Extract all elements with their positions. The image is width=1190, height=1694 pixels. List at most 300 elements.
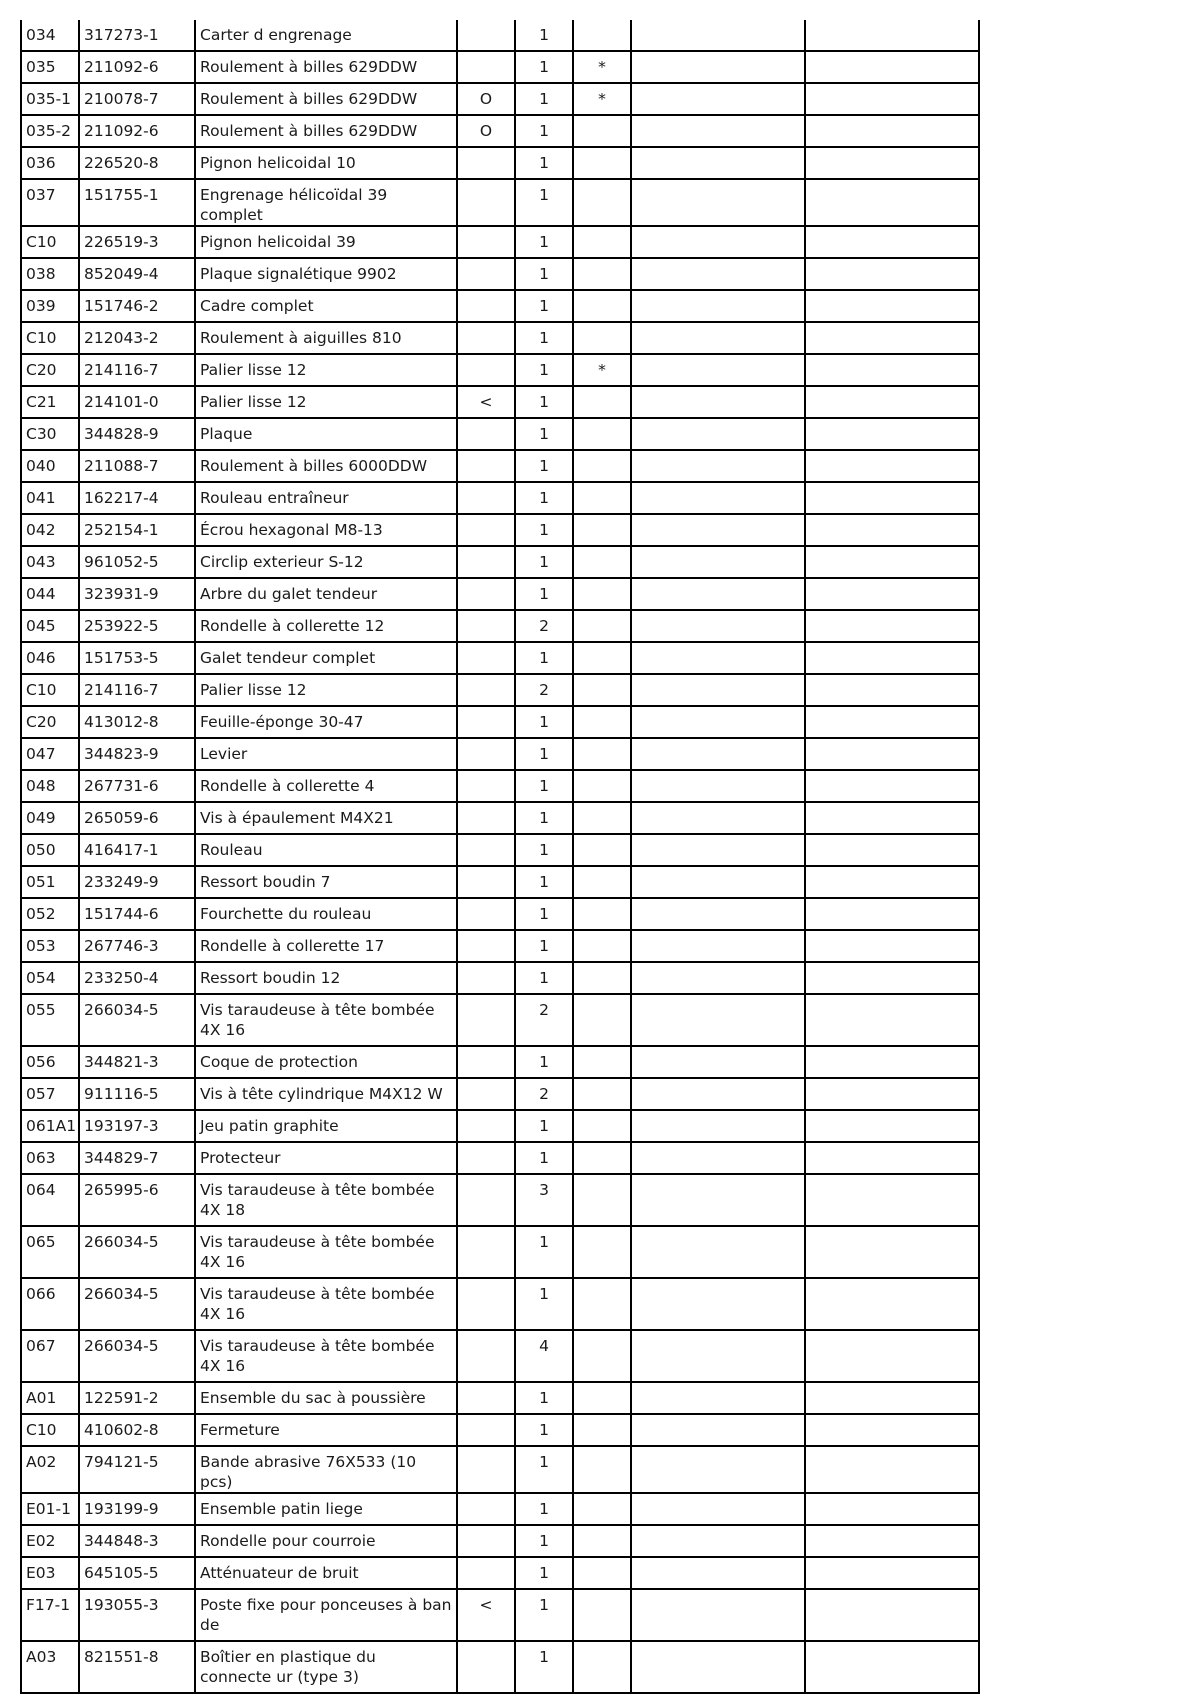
blank-col-8-cell <box>805 482 979 514</box>
blank-col-8-cell <box>805 834 979 866</box>
part-number-cell: 852049-4 <box>79 258 195 290</box>
marker-cell <box>573 610 631 642</box>
quantity-cell: 1 <box>515 354 573 386</box>
item-number-cell: E03 <box>21 1557 79 1589</box>
quantity-cell: 2 <box>515 610 573 642</box>
quantity-cell: 3 <box>515 1174 573 1226</box>
quantity-cell: 1 <box>515 546 573 578</box>
item-number-cell: 052 <box>21 898 79 930</box>
part-number-cell: 151755-1 <box>79 179 195 226</box>
blank-col-8-cell <box>805 1110 979 1142</box>
blank-col-7-cell <box>631 1641 805 1693</box>
blank-col-7-cell <box>631 898 805 930</box>
note-cell <box>457 1493 515 1525</box>
item-number-cell: 057 <box>21 1078 79 1110</box>
marker-cell <box>573 1110 631 1142</box>
quantity-cell: 1 <box>515 898 573 930</box>
note-cell <box>457 1110 515 1142</box>
part-number-cell: 193199-9 <box>79 1493 195 1525</box>
table-row <box>21 1078 979 1110</box>
note-cell <box>457 179 515 226</box>
blank-col-7-cell <box>631 834 805 866</box>
part-number-cell: 413012-8 <box>79 706 195 738</box>
part-number-cell: 821551-8 <box>79 1641 195 1693</box>
blank-col-8-cell <box>805 354 979 386</box>
part-number-cell: 317273-1 <box>79 20 195 51</box>
part-number-cell: 253922-5 <box>79 610 195 642</box>
note-cell: < <box>457 1589 515 1641</box>
item-number-cell: C10 <box>21 226 79 258</box>
quantity-cell: 1 <box>515 1110 573 1142</box>
blank-col-8-cell <box>805 322 979 354</box>
note-cell <box>457 226 515 258</box>
marker-cell <box>573 482 631 514</box>
blank-col-7-cell <box>631 1142 805 1174</box>
parts-table <box>20 20 980 1694</box>
marker-cell <box>573 386 631 418</box>
marker-cell <box>573 450 631 482</box>
note-cell <box>457 1641 515 1693</box>
quantity-cell: 1 <box>515 386 573 418</box>
marker-cell <box>573 1142 631 1174</box>
blank-col-8-cell <box>805 642 979 674</box>
note-cell <box>457 1382 515 1414</box>
table-row <box>21 770 979 802</box>
description-cell: Fourchette du rouleau <box>195 898 457 930</box>
item-number-cell: 040 <box>21 450 79 482</box>
description-cell: Ensemble patin liege <box>195 1493 457 1525</box>
blank-col-7-cell <box>631 706 805 738</box>
note-cell <box>457 1174 515 1226</box>
table-row <box>21 706 979 738</box>
blank-col-7-cell <box>631 546 805 578</box>
description-cell: Plaque signalétique 9902 <box>195 258 457 290</box>
description-cell: Galet tendeur complet <box>195 642 457 674</box>
item-number-cell: A03 <box>21 1641 79 1693</box>
table-row <box>21 1382 979 1414</box>
marker-cell <box>573 1174 631 1226</box>
blank-col-7-cell <box>631 354 805 386</box>
quantity-cell: 1 <box>515 1142 573 1174</box>
quantity-cell: 1 <box>515 514 573 546</box>
item-number-cell: 048 <box>21 770 79 802</box>
table-row <box>21 1110 979 1142</box>
note-cell <box>457 770 515 802</box>
part-number-cell: 214116-7 <box>79 674 195 706</box>
quantity-cell: 1 <box>515 738 573 770</box>
description-cell: Fermeture <box>195 1414 457 1446</box>
table-row <box>21 546 979 578</box>
note-cell <box>457 962 515 994</box>
part-number-cell: 416417-1 <box>79 834 195 866</box>
description-cell: Poste fixe pour ponceuses à ban de <box>195 1589 457 1641</box>
note-cell <box>457 290 515 322</box>
marker-cell <box>573 1557 631 1589</box>
table-row <box>21 898 979 930</box>
blank-col-7-cell <box>631 738 805 770</box>
description-cell: Écrou hexagonal M8-13 <box>195 514 457 546</box>
table-row <box>21 20 979 51</box>
marker-cell <box>573 1226 631 1278</box>
description-cell: Ressort boudin 12 <box>195 962 457 994</box>
item-number-cell: 066 <box>21 1278 79 1330</box>
marker-cell <box>573 962 631 994</box>
quantity-cell: 1 <box>515 179 573 226</box>
blank-col-7-cell <box>631 1174 805 1226</box>
blank-col-8-cell <box>805 1557 979 1589</box>
item-number-cell: 065 <box>21 1226 79 1278</box>
blank-col-8-cell <box>805 1226 979 1278</box>
quantity-cell: 2 <box>515 674 573 706</box>
part-number-cell: 911116-5 <box>79 1078 195 1110</box>
part-number-cell: 266034-5 <box>79 1226 195 1278</box>
part-number-cell: 226519-3 <box>79 226 195 258</box>
note-cell <box>457 738 515 770</box>
blank-col-8-cell <box>805 418 979 450</box>
table-row <box>21 1278 979 1330</box>
description-cell: Circlip exterieur S-12 <box>195 546 457 578</box>
quantity-cell: 1 <box>515 802 573 834</box>
table-row <box>21 147 979 179</box>
table-row <box>21 1589 979 1641</box>
quantity-cell: 1 <box>515 866 573 898</box>
part-number-cell: 961052-5 <box>79 546 195 578</box>
item-number-cell: 034 <box>21 20 79 51</box>
note-cell <box>457 1078 515 1110</box>
table-row <box>21 482 979 514</box>
part-number-cell: 151744-6 <box>79 898 195 930</box>
note-cell <box>457 1525 515 1557</box>
part-number-cell: 151753-5 <box>79 642 195 674</box>
table-row <box>21 866 979 898</box>
blank-col-7-cell <box>631 994 805 1046</box>
table-row <box>21 1046 979 1078</box>
item-number-cell: C20 <box>21 706 79 738</box>
blank-col-8-cell <box>805 83 979 115</box>
blank-col-8-cell <box>805 1446 979 1493</box>
marker-cell <box>573 1278 631 1330</box>
note-cell <box>457 1278 515 1330</box>
marker-cell <box>573 834 631 866</box>
part-number-cell: 344829-7 <box>79 1142 195 1174</box>
quantity-cell: 1 <box>515 450 573 482</box>
marker-cell <box>573 1078 631 1110</box>
blank-col-7-cell <box>631 1414 805 1446</box>
item-number-cell: 051 <box>21 866 79 898</box>
blank-col-7-cell <box>631 1557 805 1589</box>
item-number-cell: 037 <box>21 179 79 226</box>
description-cell: Vis à tête cylindrique M4X12 W <box>195 1078 457 1110</box>
note-cell <box>457 546 515 578</box>
note-cell <box>457 418 515 450</box>
marker-cell <box>573 1330 631 1382</box>
description-cell: Engrenage hélicoïdal 39 complet <box>195 179 457 226</box>
part-number-cell: 252154-1 <box>79 514 195 546</box>
blank-col-8-cell <box>805 674 979 706</box>
marker-cell <box>573 147 631 179</box>
marker-cell <box>573 578 631 610</box>
part-number-cell: 266034-5 <box>79 1278 195 1330</box>
marker-cell <box>573 866 631 898</box>
blank-col-8-cell <box>805 1525 979 1557</box>
table-row <box>21 738 979 770</box>
item-number-cell: 035-2 <box>21 115 79 147</box>
item-number-cell: 046 <box>21 642 79 674</box>
blank-col-8-cell <box>805 866 979 898</box>
note-cell <box>457 1046 515 1078</box>
blank-col-7-cell <box>631 258 805 290</box>
description-cell: Atténuateur de bruit <box>195 1557 457 1589</box>
note-cell <box>457 1414 515 1446</box>
item-number-cell: 055 <box>21 994 79 1046</box>
blank-col-8-cell <box>805 1382 979 1414</box>
note-cell <box>457 20 515 51</box>
blank-col-7-cell <box>631 386 805 418</box>
note-cell <box>457 450 515 482</box>
note-cell: O <box>457 83 515 115</box>
quantity-cell: 1 <box>515 115 573 147</box>
item-number-cell: E01-1 <box>21 1493 79 1525</box>
blank-col-8-cell <box>805 1078 979 1110</box>
description-cell: Palier lisse 12 <box>195 354 457 386</box>
part-number-cell: 265059-6 <box>79 802 195 834</box>
blank-col-7-cell <box>631 1446 805 1493</box>
description-cell: Vis taraudeuse à tête bombée 4X 16 <box>195 994 457 1046</box>
quantity-cell: 1 <box>515 322 573 354</box>
description-cell: Pignon helicoidal 39 <box>195 226 457 258</box>
quantity-cell: 1 <box>515 1414 573 1446</box>
table-row <box>21 1641 979 1693</box>
quantity-cell: 1 <box>515 1278 573 1330</box>
blank-col-8-cell <box>805 1493 979 1525</box>
item-number-cell: 063 <box>21 1142 79 1174</box>
quantity-cell: 1 <box>515 770 573 802</box>
part-number-cell: 151746-2 <box>79 290 195 322</box>
description-cell: Coque de protection <box>195 1046 457 1078</box>
quantity-cell: 1 <box>515 20 573 51</box>
part-number-cell: 794121-5 <box>79 1446 195 1493</box>
table-row <box>21 514 979 546</box>
blank-col-7-cell <box>631 83 805 115</box>
description-cell: Rondelle à collerette 4 <box>195 770 457 802</box>
description-cell: Roulement à aiguilles 810 <box>195 322 457 354</box>
description-cell: Boîtier en plastique du connecte ur (type 3) <box>195 1641 457 1693</box>
note-cell <box>457 1226 515 1278</box>
item-number-cell: 039 <box>21 290 79 322</box>
item-number-cell: 047 <box>21 738 79 770</box>
note-cell: < <box>457 386 515 418</box>
blank-col-8-cell <box>805 1142 979 1174</box>
blank-col-7-cell <box>631 610 805 642</box>
quantity-cell: 1 <box>515 226 573 258</box>
part-number-cell: 323931-9 <box>79 578 195 610</box>
quantity-cell: 2 <box>515 1078 573 1110</box>
description-cell: Rouleau entraîneur <box>195 482 457 514</box>
marker-cell <box>573 1414 631 1446</box>
blank-col-8-cell <box>805 706 979 738</box>
description-cell: Bande abrasive 76X533 (10 pcs) <box>195 1446 457 1493</box>
blank-col-8-cell <box>805 290 979 322</box>
blank-col-7-cell <box>631 20 805 51</box>
table-row <box>21 1142 979 1174</box>
marker-cell <box>573 179 631 226</box>
blank-col-8-cell <box>805 450 979 482</box>
blank-col-7-cell <box>631 1046 805 1078</box>
item-number-cell: 041 <box>21 482 79 514</box>
note-cell <box>457 258 515 290</box>
marker-cell: * <box>573 354 631 386</box>
part-number-cell: 162217-4 <box>79 482 195 514</box>
note-cell <box>457 1142 515 1174</box>
table-row <box>21 1226 979 1278</box>
note-cell: O <box>457 115 515 147</box>
quantity-cell: 1 <box>515 642 573 674</box>
table-row <box>21 802 979 834</box>
note-cell <box>457 1330 515 1382</box>
part-number-cell: 193055-3 <box>79 1589 195 1641</box>
quantity-cell: 1 <box>515 1382 573 1414</box>
item-number-cell: C30 <box>21 418 79 450</box>
marker-cell <box>573 1382 631 1414</box>
marker-cell <box>573 802 631 834</box>
table-row <box>21 1493 979 1525</box>
table-row <box>21 1414 979 1446</box>
blank-col-7-cell <box>631 1278 805 1330</box>
blank-col-7-cell <box>631 179 805 226</box>
quantity-cell: 1 <box>515 578 573 610</box>
blank-col-7-cell <box>631 962 805 994</box>
blank-col-7-cell <box>631 578 805 610</box>
blank-col-7-cell <box>631 226 805 258</box>
quantity-cell: 1 <box>515 147 573 179</box>
part-number-cell: 211092-6 <box>79 51 195 83</box>
item-number-cell: C10 <box>21 1414 79 1446</box>
description-cell: Palier lisse 12 <box>195 386 457 418</box>
item-number-cell: 061A1 <box>21 1110 79 1142</box>
table-row <box>21 115 979 147</box>
quantity-cell: 1 <box>515 834 573 866</box>
parts-table-body <box>21 20 979 1693</box>
item-number-cell: 064 <box>21 1174 79 1226</box>
marker-cell <box>573 226 631 258</box>
marker-cell <box>573 322 631 354</box>
table-row <box>21 642 979 674</box>
blank-col-7-cell <box>631 674 805 706</box>
quantity-cell: 1 <box>515 482 573 514</box>
blank-col-7-cell <box>631 1382 805 1414</box>
table-row <box>21 962 979 994</box>
table-row <box>21 674 979 706</box>
marker-cell <box>573 770 631 802</box>
note-cell <box>457 514 515 546</box>
parts-list-page <box>20 20 980 1694</box>
blank-col-7-cell <box>631 482 805 514</box>
part-number-cell: 211088-7 <box>79 450 195 482</box>
blank-col-8-cell <box>805 386 979 418</box>
marker-cell <box>573 1525 631 1557</box>
blank-col-7-cell <box>631 1078 805 1110</box>
note-cell <box>457 1446 515 1493</box>
quantity-cell: 1 <box>515 1226 573 1278</box>
part-number-cell: 267746-3 <box>79 930 195 962</box>
table-row <box>21 354 979 386</box>
blank-col-7-cell <box>631 1589 805 1641</box>
part-number-cell: 266034-5 <box>79 994 195 1046</box>
part-number-cell: 344848-3 <box>79 1525 195 1557</box>
part-number-cell: 226520-8 <box>79 147 195 179</box>
table-row <box>21 1174 979 1226</box>
description-cell: Jeu patin graphite <box>195 1110 457 1142</box>
marker-cell <box>573 1446 631 1493</box>
blank-col-7-cell <box>631 1525 805 1557</box>
table-row <box>21 1557 979 1589</box>
blank-col-8-cell <box>805 578 979 610</box>
blank-col-7-cell <box>631 322 805 354</box>
item-number-cell: 053 <box>21 930 79 962</box>
item-number-cell: A02 <box>21 1446 79 1493</box>
blank-col-7-cell <box>631 1330 805 1382</box>
description-cell: Palier lisse 12 <box>195 674 457 706</box>
blank-col-8-cell <box>805 898 979 930</box>
table-row <box>21 83 979 115</box>
description-cell: Arbre du galet tendeur <box>195 578 457 610</box>
marker-cell <box>573 642 631 674</box>
item-number-cell: 054 <box>21 962 79 994</box>
marker-cell <box>573 514 631 546</box>
table-row <box>21 578 979 610</box>
note-cell <box>457 898 515 930</box>
blank-col-8-cell <box>805 226 979 258</box>
item-number-cell: 067 <box>21 1330 79 1382</box>
blank-col-8-cell <box>805 994 979 1046</box>
item-number-cell: 036 <box>21 147 79 179</box>
marker-cell <box>573 1493 631 1525</box>
quantity-cell: 1 <box>515 930 573 962</box>
blank-col-7-cell <box>631 770 805 802</box>
table-row <box>21 290 979 322</box>
part-number-cell: 211092-6 <box>79 115 195 147</box>
blank-col-8-cell <box>805 1174 979 1226</box>
blank-col-7-cell <box>631 802 805 834</box>
description-cell: Vis taraudeuse à tête bombée 4X 18 <box>195 1174 457 1226</box>
part-number-cell: 344821-3 <box>79 1046 195 1078</box>
marker-cell <box>573 674 631 706</box>
item-number-cell: F17-1 <box>21 1589 79 1641</box>
description-cell: Rondelle à collerette 12 <box>195 610 457 642</box>
note-cell <box>457 674 515 706</box>
marker-cell <box>573 546 631 578</box>
description-cell: Feuille-éponge 30-47 <box>195 706 457 738</box>
item-number-cell: C20 <box>21 354 79 386</box>
item-number-cell: 049 <box>21 802 79 834</box>
marker-cell <box>573 20 631 51</box>
description-cell: Carter d engrenage <box>195 20 457 51</box>
item-number-cell: C10 <box>21 674 79 706</box>
marker-cell <box>573 290 631 322</box>
quantity-cell: 1 <box>515 290 573 322</box>
quantity-cell: 2 <box>515 994 573 1046</box>
note-cell <box>457 994 515 1046</box>
description-cell: Rouleau <box>195 834 457 866</box>
marker-cell: * <box>573 83 631 115</box>
quantity-cell: 1 <box>515 1446 573 1493</box>
blank-col-7-cell <box>631 514 805 546</box>
note-cell <box>457 866 515 898</box>
marker-cell <box>573 1589 631 1641</box>
blank-col-8-cell <box>805 115 979 147</box>
item-number-cell: 050 <box>21 834 79 866</box>
table-row <box>21 1330 979 1382</box>
